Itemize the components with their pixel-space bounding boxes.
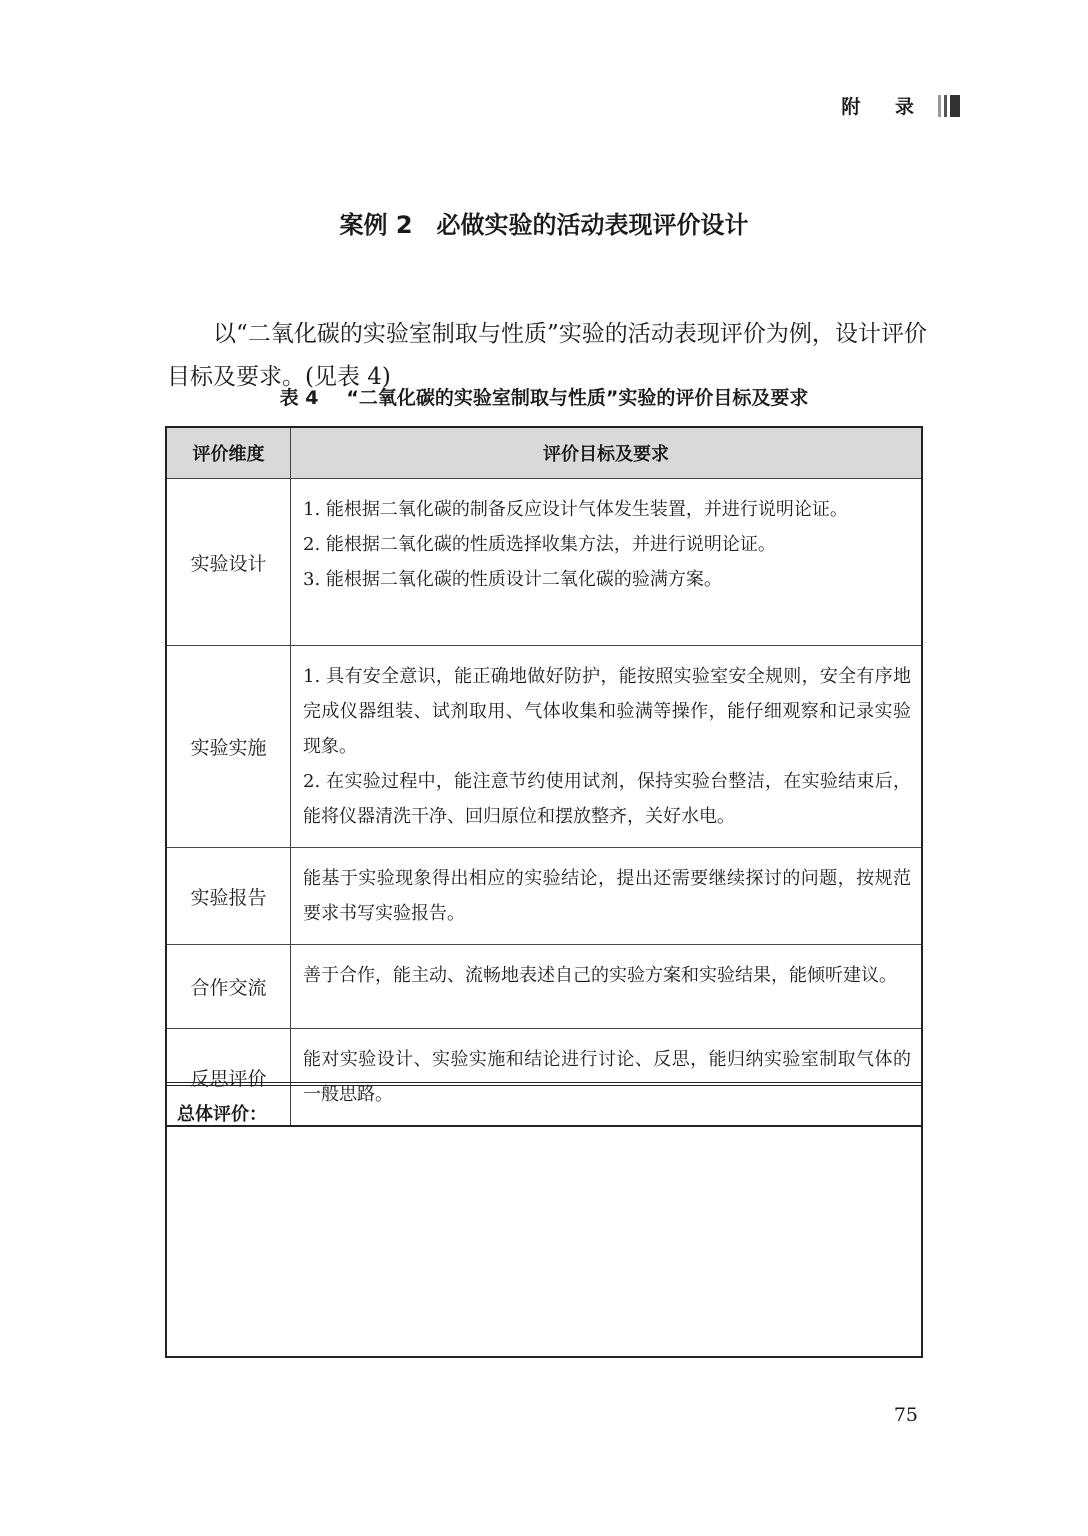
dimension-cell: 反思评价 [166, 1029, 291, 1127]
header-bar-thin [938, 95, 941, 117]
table-row [166, 479, 922, 646]
intro-paragraph: 以“二氧化碳的实验室制取与性质”实验的活动表现评价为例，设计评价目标及要求。(见表 4) [167, 321, 927, 390]
dimension-cell: 实验报告 [166, 848, 291, 945]
overall-evaluation-box [165, 1082, 923, 1358]
requirements-cell [291, 848, 923, 945]
running-header [841, 92, 960, 119]
table-caption-number: 表 4 [279, 387, 319, 409]
table-row [166, 646, 922, 848]
header-bar-thick [950, 95, 960, 117]
page-number: 75 [893, 1404, 918, 1426]
requirement-item: 能对实验设计、实验实施和结论进行讨论、反思，能归纳实验室制取气体的一般思路。 [303, 1049, 911, 1105]
requirement-item: 3. 能根据二氧化碳的性质设计二氧化碳的验满方案。 [303, 569, 722, 590]
section-label: 附 录 [841, 96, 928, 118]
header-bar-mid [944, 95, 947, 117]
requirement-item: 善于合作，能主动、流畅地表述自己的实验方案和实验结果，能倾听建议。 [303, 965, 897, 986]
table-caption-title: “二氧化碳的实验室制取与性质”实验的评价目标及要求 [346, 387, 809, 409]
overall-evaluation-label: 总体评价： [177, 1104, 267, 1125]
table-caption [0, 383, 1088, 410]
requirement-item: 1. 具有安全意识，能正确地做好防护，能按照实验室安全规则，安全有序地完成仪器组装、试剂取用、气体收集和验满等操作，能仔细观察和记录实验现象。 [303, 666, 911, 757]
requirement-item: 能基于实验现象得出相应的实验结论，提出还需要继续探讨的问题，按规范要求书写实验报告。 [303, 868, 911, 924]
requirement-item: 2. 能根据二氧化碳的性质选择收集方法，并进行说明论证。 [303, 534, 776, 555]
dimension-cell: 实验设计 [166, 479, 291, 646]
requirements-cell [291, 646, 923, 848]
table-row [166, 848, 922, 945]
evaluation-table [165, 426, 923, 1127]
case-title: 案例 2 必做实验的活动表现评价设计 [339, 211, 749, 239]
requirement-item: 1. 能根据二氧化碳的制备反应设计气体发生装置，并进行说明论证。 [303, 499, 848, 520]
dimension-cell: 合作交流 [166, 945, 291, 1029]
header-bars-decoration [938, 95, 960, 117]
dimension-cell: 实验实施 [166, 646, 291, 848]
requirements-cell [291, 945, 923, 1029]
table-row [166, 945, 922, 1029]
header-requirements: 评价目标及要求 [291, 427, 923, 479]
table-header-row [166, 427, 922, 479]
requirement-item: 2. 在实验过程中，能注意节约使用试剂，保持实验台整洁，在实验结束后，能将仪器清洗干净、回归原位和摆放整齐，关好水电。 [303, 771, 911, 827]
requirements-cell [291, 479, 923, 646]
header-dimension: 评价维度 [166, 427, 291, 479]
